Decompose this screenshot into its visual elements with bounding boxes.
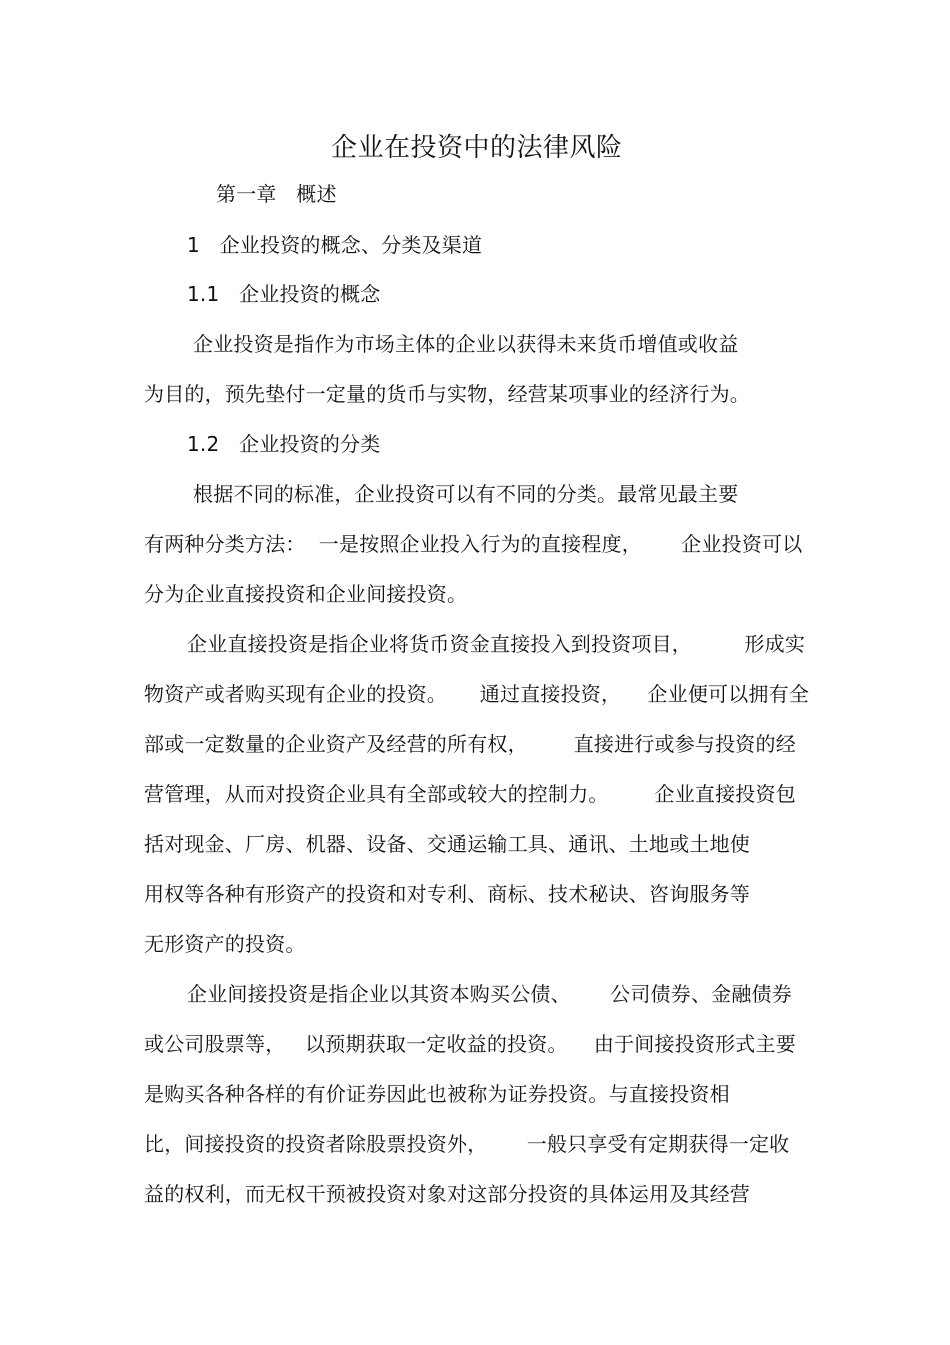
paragraph-line: 无形资产的投资。 (144, 932, 306, 956)
paragraph-line: 企业投资是指作为市场主体的企业以获得未来货币增值或收益 (193, 332, 739, 356)
paragraph-line: 有两种分类方法： 一是按照企业投入行为的直接程度， 企业投资可以 (144, 532, 803, 556)
paragraph-line: 营管理，从而对投资企业具有全部或较大的控制力。 企业直接投资包 (144, 782, 796, 806)
paragraph-line: 为目的，预先垫付一定量的货币与实物，经营某项事业的经济行为。 (144, 382, 750, 406)
paragraph-line: 分为企业直接投资和企业间接投资。 (144, 582, 468, 606)
subsection-heading: 1.1 企业投资的概念 (187, 282, 381, 306)
subsection-heading: 1.2 企业投资的分类 (187, 432, 381, 456)
document-title: 企业在投资中的法律风险 (331, 133, 623, 163)
paragraph-line: 益的权利，而无权干预被投资对象对这部分投资的具体运用及其经营 (144, 1182, 750, 1206)
paragraph-line: 是购买各种各样的有价证券因此也被称为证券投资。与直接投资相 (144, 1082, 730, 1106)
paragraph-line: 企业间接投资是指企业以其资本购买公债、 公司债券、金融债券 (187, 982, 792, 1006)
paragraph-line: 用权等各种有形资产的投资和对专利、商标、技术秘诀、咨询服务等 (144, 882, 750, 906)
paragraph-line: 比，间接投资的投资者除股票投资外， 一般只享受有定期获得一定收 (144, 1132, 790, 1156)
chapter-heading: 第一章 概述 (216, 182, 337, 206)
section-heading: 1 企业投资的概念、分类及渠道 (187, 233, 483, 257)
paragraph-line: 括对现金、厂房、机器、设备、交通运输工具、通讯、土地或土地使 (144, 832, 750, 856)
paragraph-line: 物资产或者购买现有企业的投资。 通过直接投资， 企业便可以拥有全 (144, 682, 810, 706)
paragraph-line: 企业直接投资是指企业将货币资金直接投入到投资项目， 形成实 (187, 632, 806, 656)
paragraph-line: 根据不同的标准，企业投资可以有不同的分类。最常见最主要 (193, 482, 739, 506)
paragraph-line: 部或一定数量的企业资产及经营的所有权， 直接进行或参与投资的经 (144, 732, 796, 756)
paragraph-line: 或公司股票等， 以预期获取一定收益的投资。 由于间接投资形式主要 (144, 1032, 796, 1056)
